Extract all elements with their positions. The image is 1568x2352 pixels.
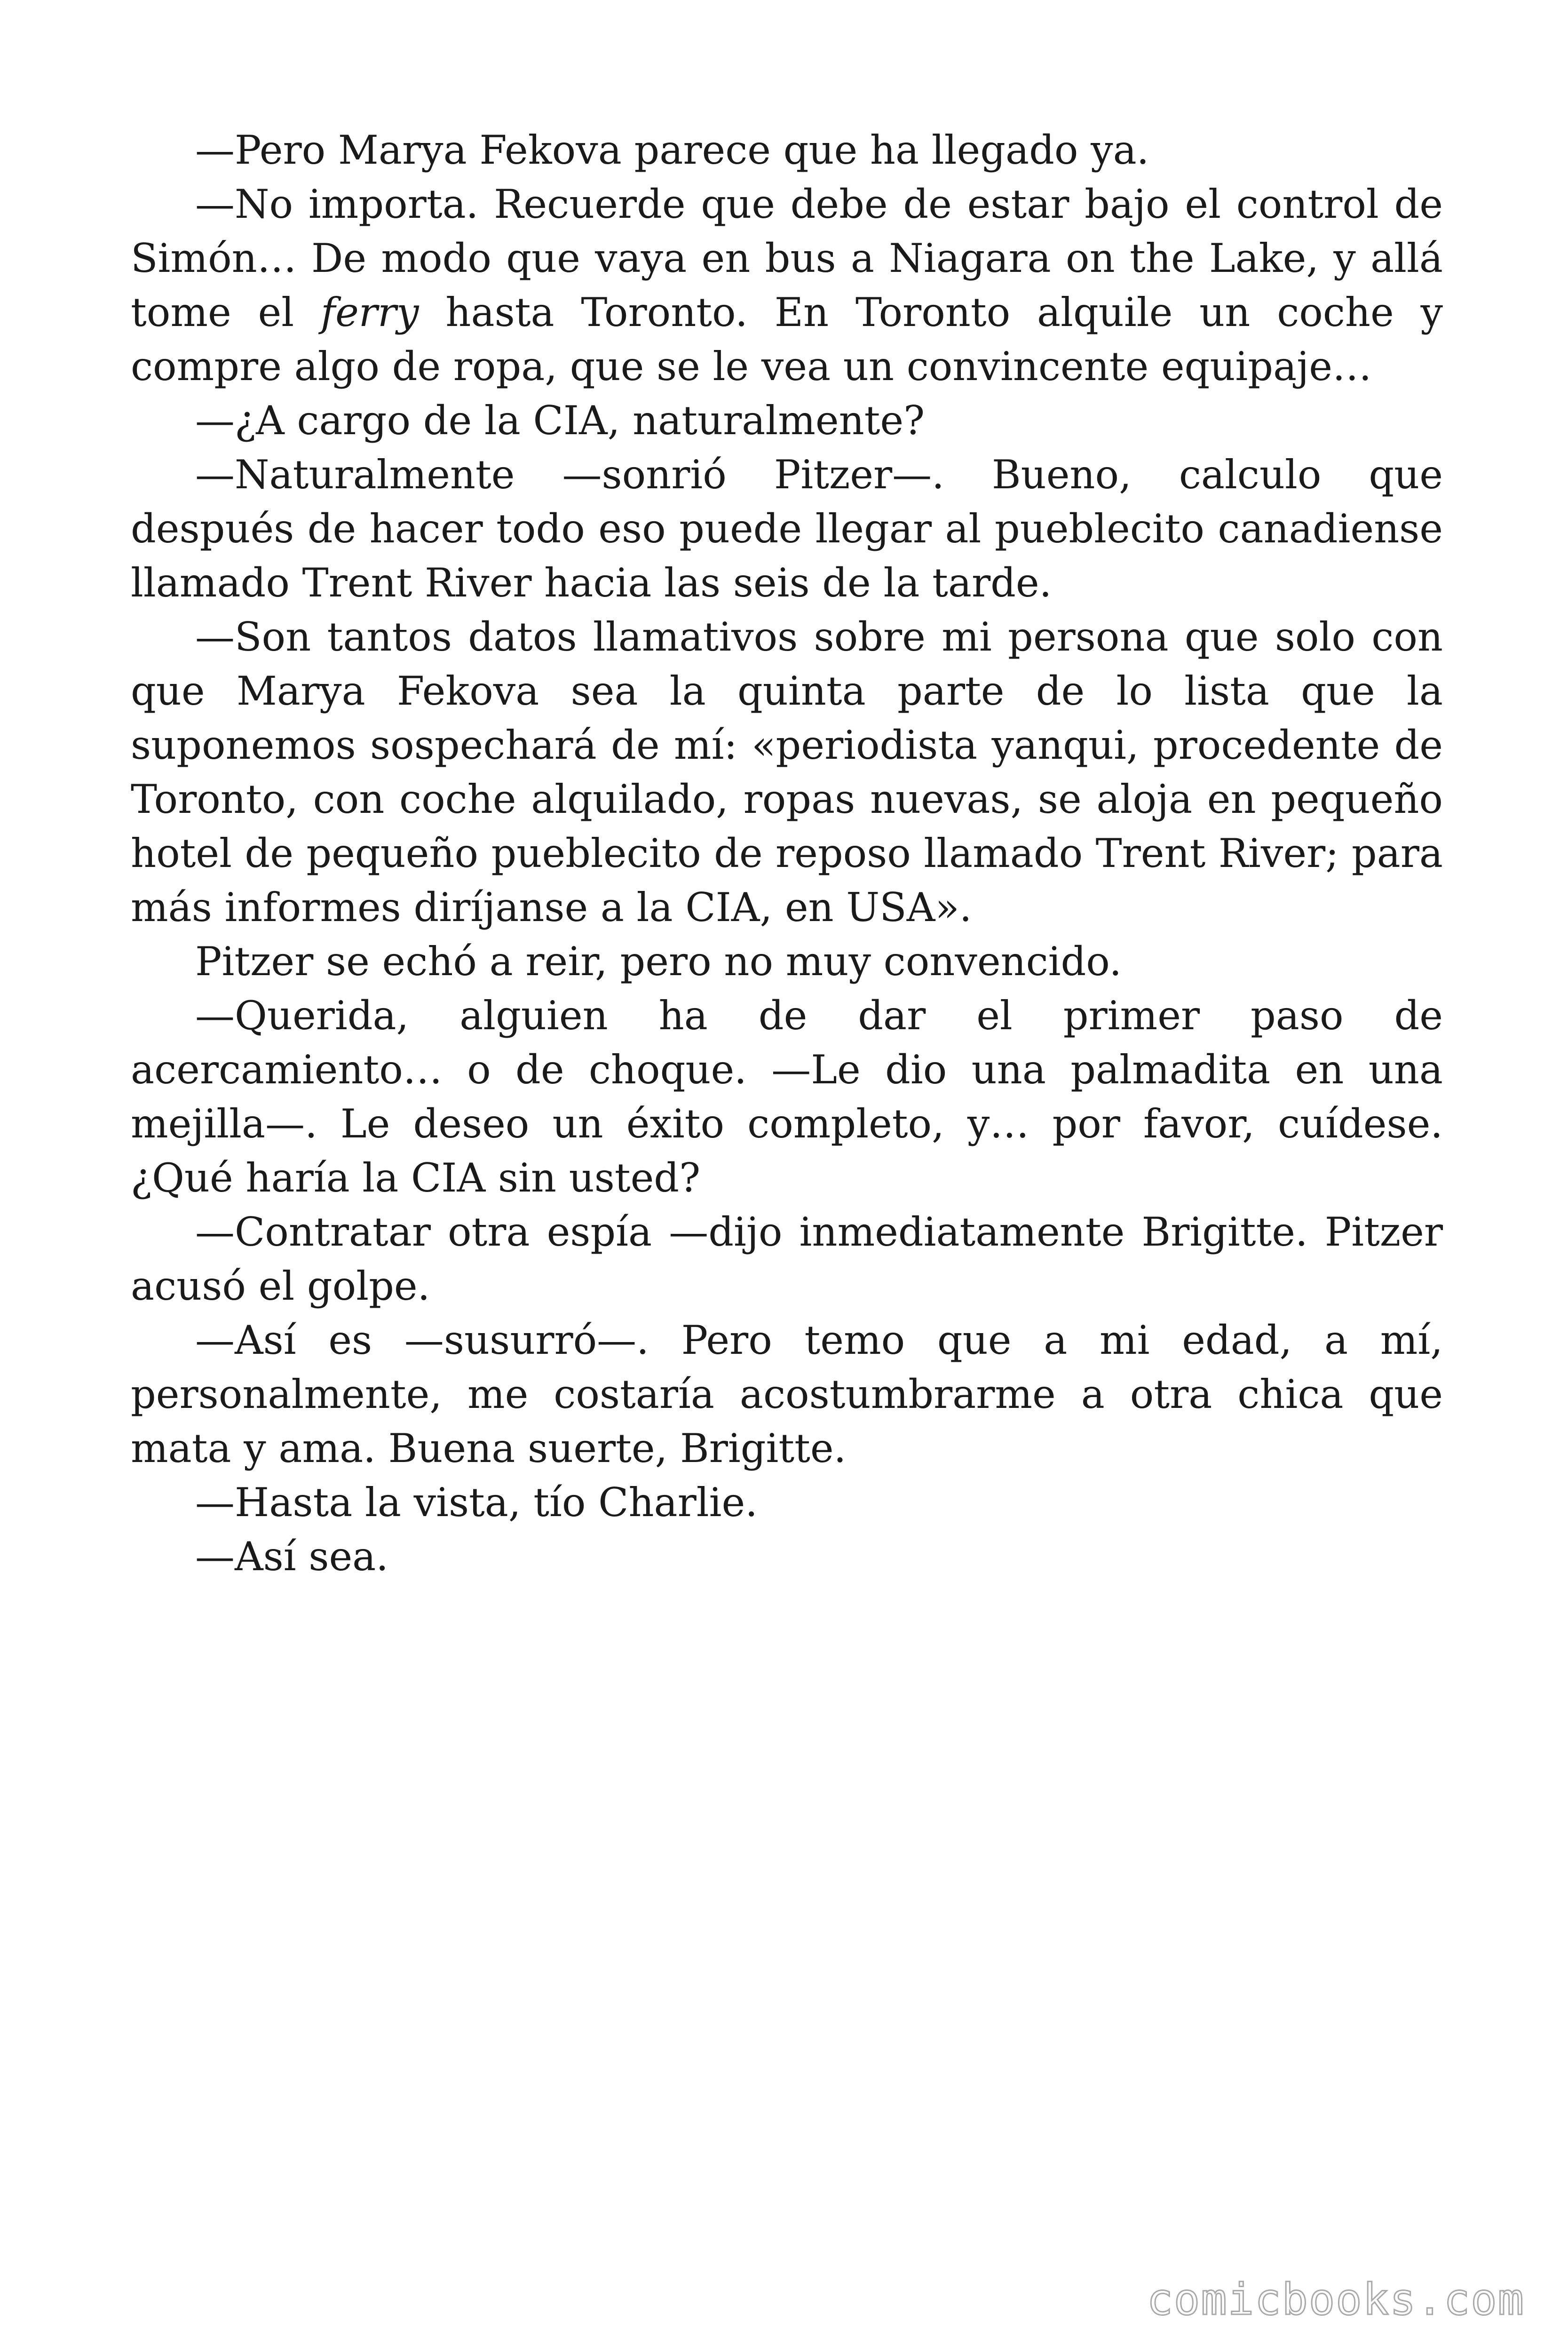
paragraph: —Naturalmente —sonrió Pitzer—. Bueno, calculo que después de hacer todo eso puede llegar al pueblecito canadiense llamado Trent River hacia las seis de la tarde.: [131, 452, 1443, 606]
paragraph: —Hasta la vista, tío Charlie.: [195, 1479, 758, 1526]
paragraph: —Así sea.: [195, 1534, 388, 1580]
paragraph: —Querida, alguien ha de dar el primer paso de acercamiento… o de choque. —Le dio una palmadita en una mejilla—. Le deseo un éxito completo, y… por favor, cuídese. ¿Qué haría la CIA sin usted?: [131, 993, 1443, 1201]
paragraph: —Contratar otra espía —dijo inmediatamente Brigitte. Pitzer acusó el golpe.: [131, 1209, 1443, 1309]
paragraph: —¿A cargo de la CIA, naturalmente?: [195, 397, 925, 444]
paragraph-text: —No importa. Recuerde que debe de estar bajo el control de Simón… De modo que vaya en bus a Niagara on the Lake, y allá tome el: [131, 181, 1443, 335]
body-text: [131, 123, 1443, 1584]
paragraph: —Pero Marya Fekova parece que ha llegado ya.: [195, 127, 1149, 173]
paragraph: Pitzer se echó a reir, pero no muy convencido.: [195, 938, 1122, 985]
paragraph-text: hasta Toronto. En Toronto alquile un coche y compre algo de ropa, que se le vea un convincente equipaje…: [131, 289, 1443, 389]
paragraph: [131, 177, 1443, 394]
paragraph: —Así es —susurró—. Pero temo que a mi edad, a mí, personalmente, me costaría acostumbrarme a otra chica que mata y ama. Buena suerte, Brigitte.: [131, 1317, 1443, 1471]
italic-word: ferry: [320, 289, 419, 335]
paragraph: —Son tantos datos llamativos sobre mi persona que solo con que Marya Fekova sea la quinta parte de lo lista que la suponemos sospechará de mí: «periodista yanqui, procedente de Toronto, con coche alquilado, ropas nuevas, se aloja en pequeño hotel de pequeño pueblecito de reposo llamado Trent River; para más informes diríjanse a la CIA, en USA».: [131, 614, 1443, 930]
watermark-logo: comicbooks.com: [1147, 2274, 1525, 2325]
